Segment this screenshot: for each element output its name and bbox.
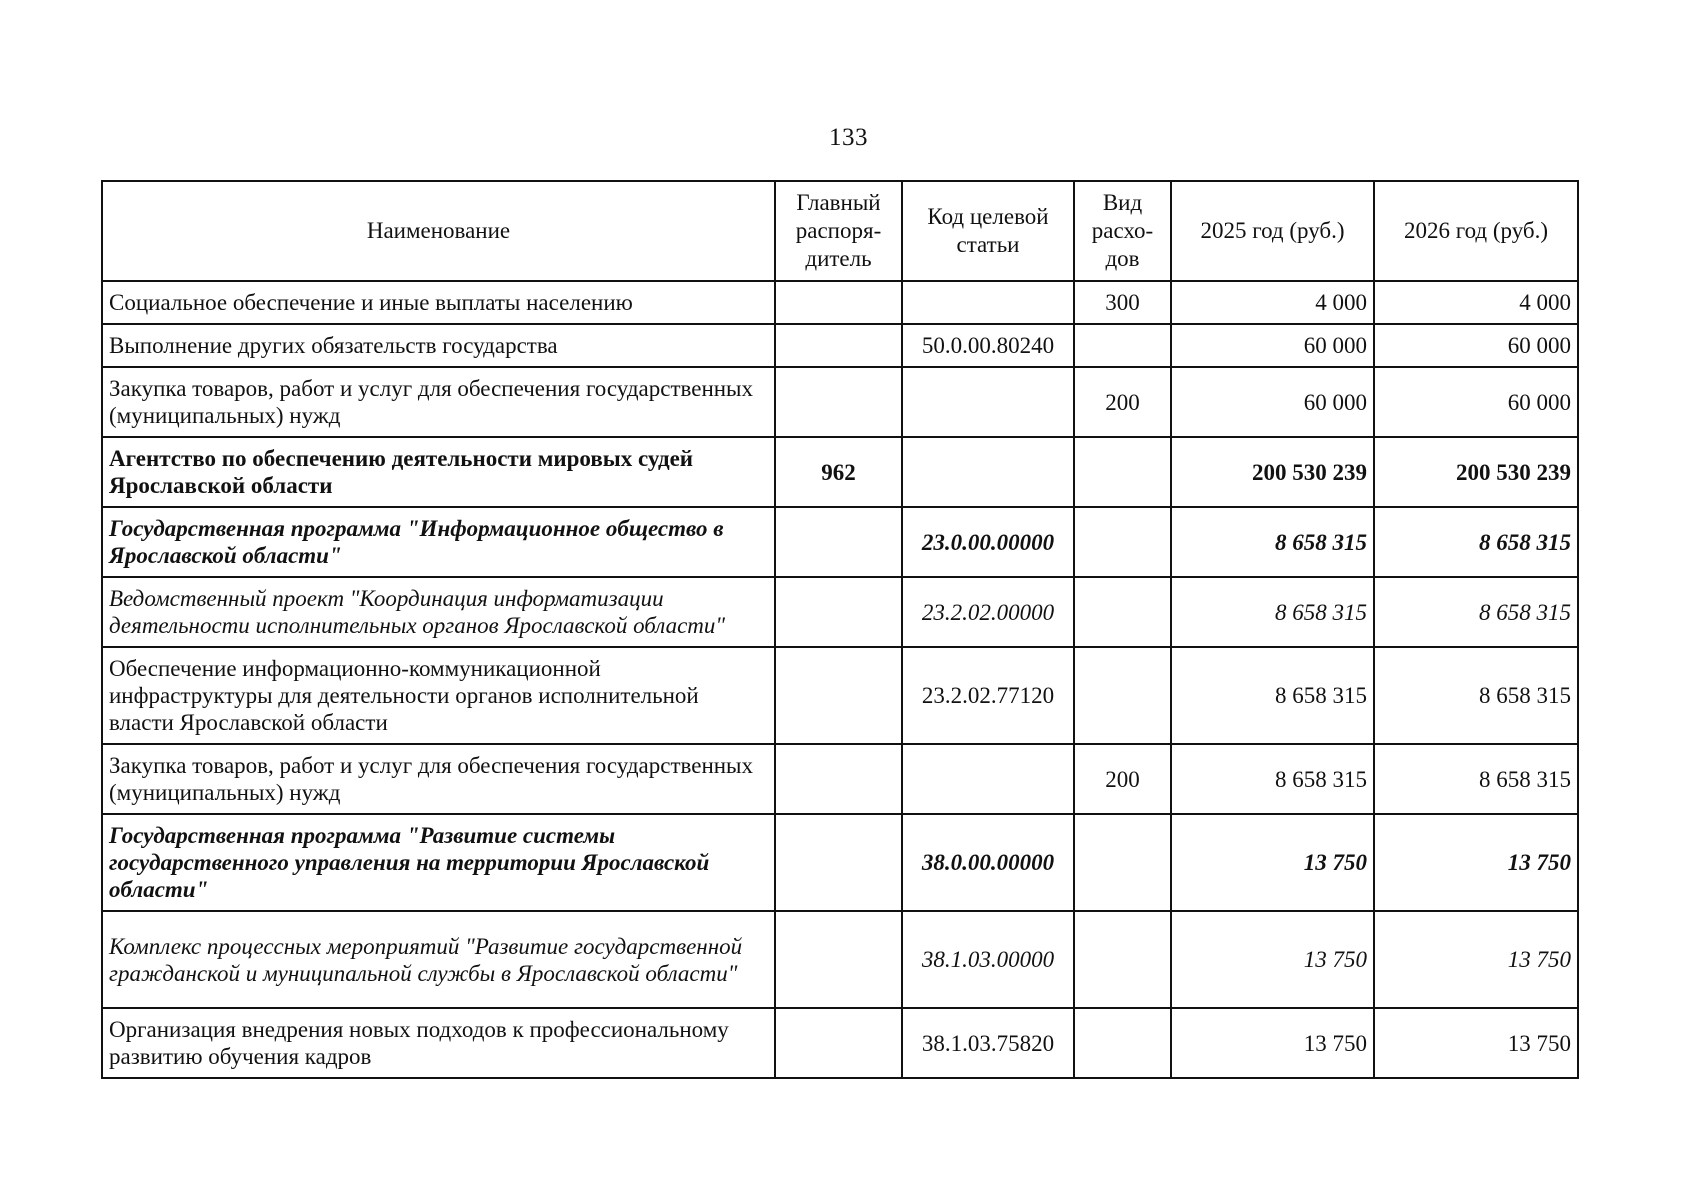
cell-name: Ведомственный проект "Координация информатизации деятельности исполнительных органов Ярославской области" bbox=[102, 577, 775, 647]
cell-name: Закупка товаров, работ и услуг для обеспечения государственных (муниципальных) нужд bbox=[102, 367, 775, 437]
cell-2025: 8 658 315 bbox=[1171, 507, 1374, 577]
cell-name: Закупка товаров, работ и услуг для обеспечения государственных (муниципальных) нужд bbox=[102, 744, 775, 814]
cell-2025: 60 000 bbox=[1171, 367, 1374, 437]
cell-manager bbox=[775, 507, 902, 577]
header-2026: 2026 год (руб.) bbox=[1374, 181, 1578, 281]
cell-2026: 8 658 315 bbox=[1374, 577, 1578, 647]
header-kind: Вид расхо-дов bbox=[1074, 181, 1171, 281]
cell-name: Организация внедрения новых подходов к профессиональному развитию обучения кадров bbox=[102, 1008, 775, 1078]
cell-2025: 60 000 bbox=[1171, 324, 1374, 367]
cell-2026: 13 750 bbox=[1374, 814, 1578, 911]
cell-2025: 13 750 bbox=[1171, 911, 1374, 1008]
cell-code bbox=[902, 367, 1074, 437]
page-number: 133 bbox=[829, 124, 868, 151]
cell-manager: 962 bbox=[775, 437, 902, 507]
cell-manager bbox=[775, 577, 902, 647]
cell-2025: 13 750 bbox=[1171, 1008, 1374, 1078]
table-row bbox=[102, 911, 1578, 1008]
cell-code: 38.1.03.75820 bbox=[902, 1008, 1074, 1078]
cell-code: 38.0.00.00000 bbox=[902, 814, 1074, 911]
cell-manager bbox=[775, 744, 902, 814]
cell-name: Обеспечение информационно-коммуникационной инфраструктуры для деятельности органов исполнительной власти Ярославской области bbox=[102, 647, 775, 744]
cell-manager bbox=[775, 814, 902, 911]
cell-code: 38.1.03.00000 bbox=[902, 911, 1074, 1008]
cell-kind bbox=[1074, 1008, 1171, 1078]
cell-code: 50.0.00.80240 bbox=[902, 324, 1074, 367]
cell-code: 23.2.02.00000 bbox=[902, 577, 1074, 647]
cell-kind bbox=[1074, 507, 1171, 577]
table-row bbox=[102, 437, 1578, 507]
cell-2026: 4 000 bbox=[1374, 281, 1578, 324]
cell-code: 23.2.02.77120 bbox=[902, 647, 1074, 744]
cell-kind: 200 bbox=[1074, 367, 1171, 437]
table-body bbox=[102, 281, 1578, 1078]
cell-manager bbox=[775, 281, 902, 324]
cell-kind: 300 bbox=[1074, 281, 1171, 324]
table-row bbox=[102, 507, 1578, 577]
budget-table bbox=[101, 180, 1579, 1079]
cell-2025: 8 658 315 bbox=[1171, 647, 1374, 744]
cell-2026: 13 750 bbox=[1374, 911, 1578, 1008]
cell-kind bbox=[1074, 577, 1171, 647]
cell-code bbox=[902, 744, 1074, 814]
table-row bbox=[102, 281, 1578, 324]
cell-2026: 8 658 315 bbox=[1374, 507, 1578, 577]
cell-name: Государственная программа "Развитие системы государственного управления на территории Ярославской области" bbox=[102, 814, 775, 911]
cell-manager bbox=[775, 647, 902, 744]
cell-manager bbox=[775, 324, 902, 367]
header-2025: 2025 год (руб.) bbox=[1171, 181, 1374, 281]
cell-2026: 8 658 315 bbox=[1374, 647, 1578, 744]
cell-manager bbox=[775, 1008, 902, 1078]
table-row bbox=[102, 324, 1578, 367]
cell-kind bbox=[1074, 814, 1171, 911]
cell-2025: 8 658 315 bbox=[1171, 577, 1374, 647]
table-row bbox=[102, 814, 1578, 911]
cell-2026: 8 658 315 bbox=[1374, 744, 1578, 814]
cell-2026: 60 000 bbox=[1374, 324, 1578, 367]
cell-kind bbox=[1074, 647, 1171, 744]
cell-name: Агентство по обеспечению деятельности мировых судей Ярославской области bbox=[102, 437, 775, 507]
cell-2025: 200 530 239 bbox=[1171, 437, 1374, 507]
cell-code bbox=[902, 281, 1074, 324]
cell-2026: 60 000 bbox=[1374, 367, 1578, 437]
table-row bbox=[102, 647, 1578, 744]
cell-2025: 4 000 bbox=[1171, 281, 1374, 324]
cell-kind bbox=[1074, 437, 1171, 507]
cell-2025: 13 750 bbox=[1171, 814, 1374, 911]
cell-code bbox=[902, 437, 1074, 507]
cell-name: Комплекс процессных мероприятий "Развитие государственной гражданской и муниципальной службы в Ярославской области" bbox=[102, 911, 775, 1008]
cell-manager bbox=[775, 911, 902, 1008]
table-row bbox=[102, 577, 1578, 647]
cell-code: 23.0.00.00000 bbox=[902, 507, 1074, 577]
cell-name: Выполнение других обязательств государства bbox=[102, 324, 775, 367]
cell-2026: 200 530 239 bbox=[1374, 437, 1578, 507]
cell-kind: 200 bbox=[1074, 744, 1171, 814]
cell-name: Социальное обеспечение и иные выплаты населению bbox=[102, 281, 775, 324]
cell-kind bbox=[1074, 324, 1171, 367]
table-row bbox=[102, 1008, 1578, 1078]
cell-2025: 8 658 315 bbox=[1171, 744, 1374, 814]
header-manager: Главный распоря-дитель bbox=[775, 181, 902, 281]
cell-manager bbox=[775, 367, 902, 437]
header-name: Наименование bbox=[102, 181, 775, 281]
table-row bbox=[102, 744, 1578, 814]
header-code: Код целевой статьи bbox=[902, 181, 1074, 281]
cell-2026: 13 750 bbox=[1374, 1008, 1578, 1078]
table-row bbox=[102, 367, 1578, 437]
cell-kind bbox=[1074, 911, 1171, 1008]
table-header bbox=[102, 181, 1578, 281]
cell-name: Государственная программа "Информационное общество в Ярославской области" bbox=[102, 507, 775, 577]
